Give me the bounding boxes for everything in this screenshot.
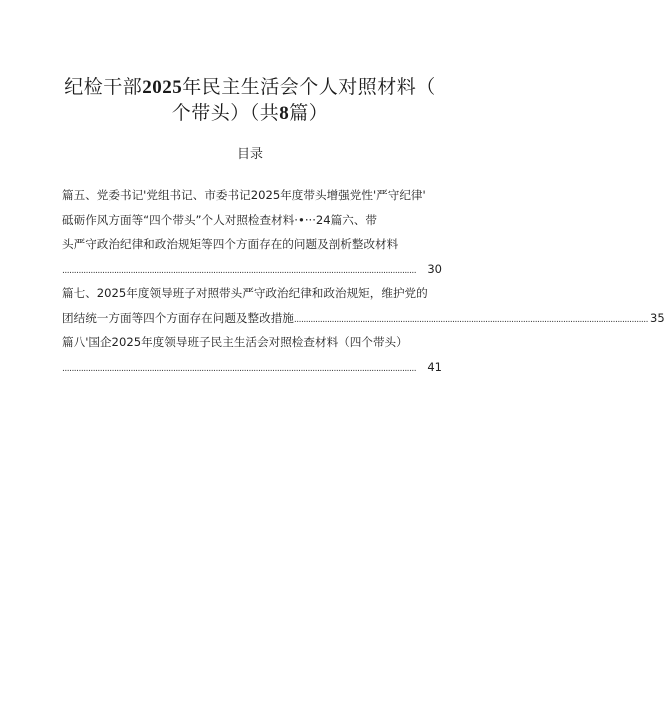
title-prefix: 纪检干部: [64, 76, 143, 98]
toc-heading: 目录: [236, 147, 263, 162]
title-year: 2025: [142, 77, 183, 98]
toc-entry-7-page: 35: [650, 310, 665, 325]
document-title-line-2: [60, 98, 440, 125]
leader-dots: ......................................................................................................................................................: [62, 265, 417, 276]
toc-entry-7-leader-row[interactable]: [62, 306, 665, 331]
toc-entry-6-leader-row[interactable]: [62, 257, 442, 282]
toc-entry-6-page: 30: [427, 261, 442, 276]
toc-entry-6-line-1[interactable]: 头严守政治纪律和政治规矩等四个方面存在的问题及剖析整改材料: [62, 237, 399, 251]
toc-entry-5-line-1[interactable]: 篇五、党委书记'党组书记、市委书记2025年度带头增强党性'严守纪律': [62, 188, 426, 202]
title-line2-prefix: 个带头）（共: [171, 102, 280, 124]
document-title-line-1: [60, 72, 440, 99]
title-suffix: 年民主生活会个人对照材料（: [182, 76, 436, 98]
title-count: 8: [279, 103, 290, 124]
toc-entry-8-line-1[interactable]: 篇八'国企2025年度领导班子民主生活会对照检查材料（四个带头）: [62, 335, 408, 349]
table-of-contents: [62, 183, 665, 379]
toc-entry-7-line-1[interactable]: 篇七、2025年度领导班子对照带头严守政治纪律和政治规矩，维护党的: [62, 286, 428, 300]
leader-dots: ......................................................................................................................................................: [293, 314, 649, 325]
toc-entry-8-leader-row[interactable]: [62, 355, 442, 380]
toc-entry-7-line-2: 团结统一方面等四个方面存在问题及整改措施: [62, 310, 294, 325]
toc-entry-8-page: 41: [427, 359, 442, 374]
leader-dots: ......................................................................................................................................................: [62, 363, 417, 374]
toc-entry-5-line-2[interactable]: 砥砺作风方面等“四个带头”个人对照检查材料·•···24篇六、带: [62, 212, 378, 227]
title-line2-suffix: 篇）: [289, 102, 329, 124]
